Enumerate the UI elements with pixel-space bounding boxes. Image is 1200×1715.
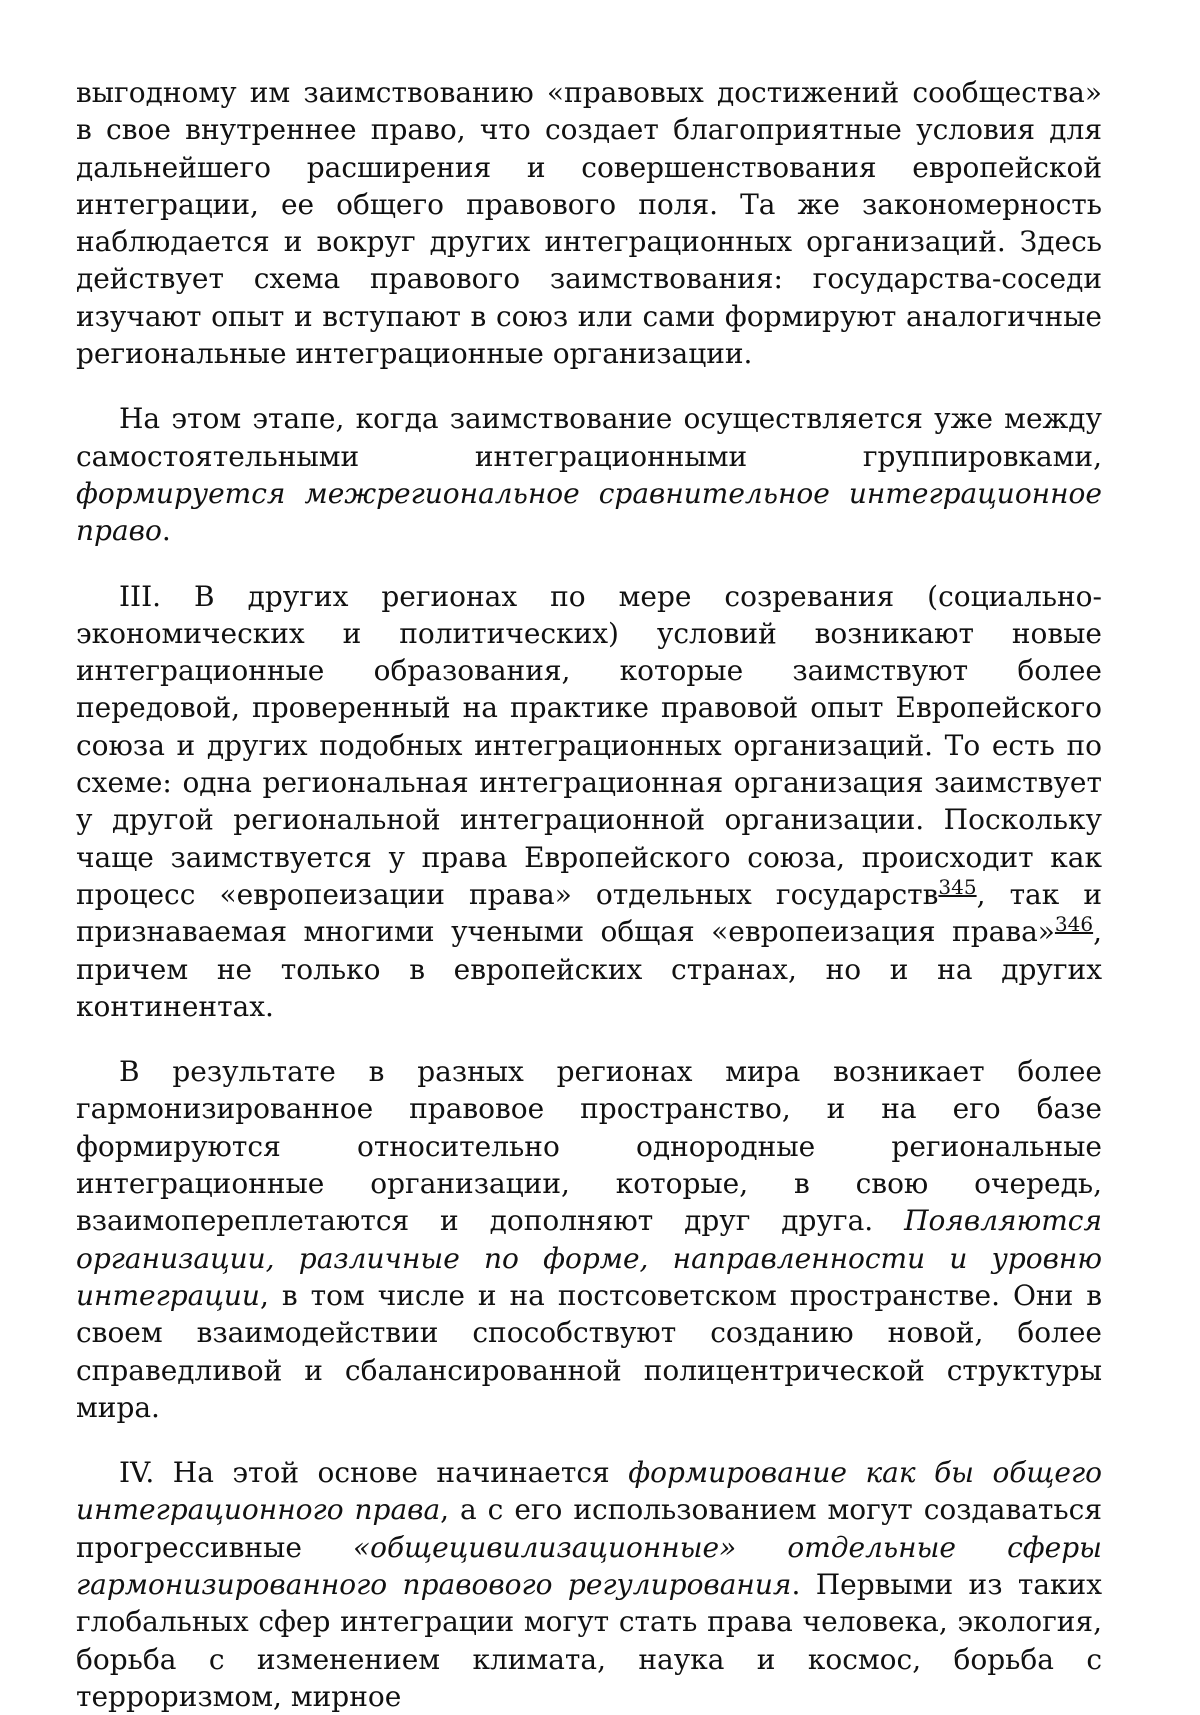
italic-emphasis: формирование как бы общего интеграционного права <box>76 1456 1103 1527</box>
paragraph-text: На этом этапе, когда заимствование осуществляется уже между самостоятельными интеграционными группировками, <box>76 402 1102 473</box>
paragraph-interregional-law <box>76 400 1102 549</box>
paragraph-text: IV. На этой основе начинается <box>119 1456 629 1490</box>
paragraph-text: , в том числе и на постсоветском пространстве. Они в своем взаимодействии способствуют созданию новой, более справедливой и сбалансированной полицентрической структуры мира. <box>76 1278 1102 1424</box>
paragraph-result <box>76 1053 1102 1426</box>
italic-emphasis: Появляются организации, различные по форме, направленности и уровню интеграции <box>76 1204 1102 1312</box>
paragraph-text: В результате в разных регионах мира возникает более гармонизированное правовое пространство, и на его базе формируются относительно однородные региональные интеграционные организации, которые, в свою очередь, взаимопереплетаются и дополняют друг друга. <box>76 1055 1102 1238</box>
paragraph-continuation <box>76 74 1102 372</box>
paragraph-text: , причем не только в европейских странах, но и на других континентах. <box>76 915 1102 1023</box>
footnote-ref-346[interactable]: 346 <box>1054 912 1094 937</box>
paragraph-text: , а с его использованием могут создаваться прогрессивные <box>76 1493 1103 1564</box>
paragraph-stage-three <box>76 578 1102 1026</box>
paragraph-text: выгодному им заимствованию «правовых достижений сообщества» в свое внутреннее право, что создает благоприятные условия для дальнейшего расширения и совершенствования европейской интеграции, ее общего правового поля. Та же закономерность наблюдается и вокруг других интеграционных организаций. Здесь действует схема правового заимствования: государства-соседи изучают опыт и вступают в союз или сами формируют аналогичные региональные интеграционные организации. <box>76 76 1102 371</box>
paragraph-text: . Первыми из таких глобальных сфер интеграции могут стать права человека, экология, борьба с изменением климата, наука и космос, борьба с терроризмом, мирное <box>76 1567 1102 1713</box>
paragraph-text: . <box>161 514 171 548</box>
italic-emphasis: «общецивилизационные» отдельные сферы гармонизированного правового регулирования <box>76 1530 1102 1601</box>
paragraph-stage-four <box>76 1454 1102 1715</box>
footnote-ref-345[interactable]: 345 <box>938 874 977 899</box>
paragraph-text: III. В других регионах по мере созревания (социально-экономических и политических) условий возникают новые интеграционные образования, которые заимствуют более передовой, проверенный на практике правовой опыт Европейского союза и других подобных интеграционных организаций. То есть по схеме: одна региональная интеграционная организация заимствует у другой региональной интеграционной организации. Поскольку чаще заимствуется у права Европейского союза, происходит как процесс «европеизации права» отдельных государств <box>76 579 1102 911</box>
italic-emphasis: формируется межрегиональное сравнительное интеграционное право <box>76 476 1102 548</box>
paragraph-text: , так и признаваемая многими учеными общая «европеизация права» <box>76 877 1102 949</box>
